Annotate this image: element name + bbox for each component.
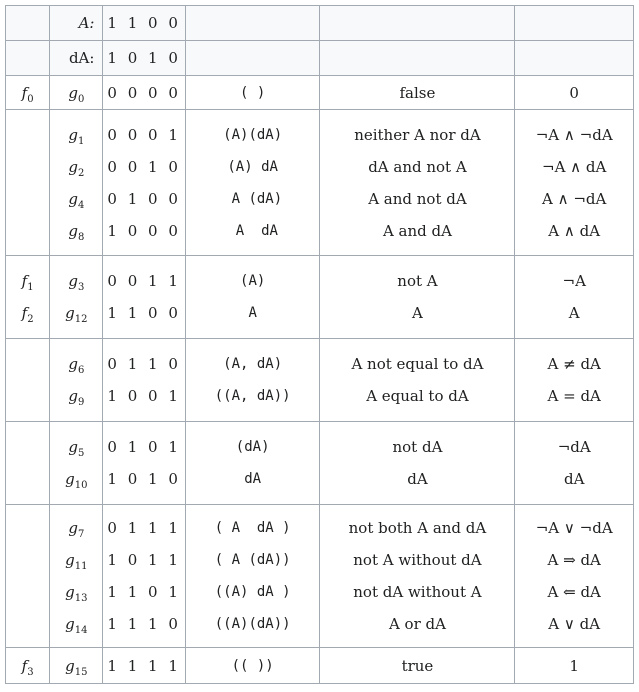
formula-cell (515, 76, 634, 110)
function-group-row (6, 339, 634, 422)
function-group-row (6, 76, 634, 110)
formula-cell-entry: A = dA (547, 387, 601, 405)
f-cell-entry: $f_3$ (21, 656, 34, 678)
formula-cell-entry: ¬A ∨ ¬dA (535, 519, 613, 537)
bits-cell-entry: 1 0 0 0 (107, 221, 181, 240)
bits-cell-entry: 0 1 0 1 (107, 438, 181, 456)
expression-cell-entry: A dA (227, 222, 278, 239)
description-cell (320, 648, 515, 684)
bits-cell (103, 339, 185, 422)
f-cell (6, 648, 50, 684)
g-cell (50, 256, 103, 339)
expression-cell-entry: ((A, dA)) (214, 388, 291, 404)
g-cell-entry: $g_{15}$ (65, 656, 88, 678)
bits-cell (103, 110, 185, 256)
description-cell-entry: false (399, 83, 436, 102)
g-cell (50, 110, 103, 256)
g-cell-entry: $g_1$ (68, 125, 85, 147)
g-cell (50, 76, 103, 110)
f-cell (6, 256, 50, 339)
header-label: A: (50, 6, 103, 41)
formula-cell (515, 256, 634, 339)
description-cell (320, 339, 515, 422)
g-cell-entry: $g_{10}$ (65, 470, 88, 491)
description-cell (320, 76, 515, 110)
expression-cell-entry: (A) dA (227, 158, 278, 175)
expression-cell (185, 110, 320, 256)
formula-cell (515, 648, 634, 684)
f-cell (6, 422, 50, 505)
expression-cell-entry: A (248, 305, 257, 321)
bits-cell-entry: 0 1 1 1 (107, 519, 181, 537)
g-cell-entry: $g_4$ (68, 189, 85, 211)
function-group-row (6, 505, 634, 648)
bits-cell-entry: 0 0 0 0 (107, 83, 181, 102)
description-cell (320, 422, 515, 505)
formula-cell (515, 505, 634, 648)
formula-cell-entry: ¬A ∧ dA (542, 157, 607, 176)
expression-cell (185, 422, 320, 505)
expression-cell (185, 76, 320, 110)
bits-cell-entry: 1 1 0 0 (107, 304, 181, 322)
formula-cell (515, 339, 634, 422)
bits-cell (103, 76, 185, 110)
bits-cell (103, 505, 185, 648)
description-cell (320, 505, 515, 648)
boolean-functions-table (5, 5, 634, 684)
bits-cell-entry: 1 0 0 1 (107, 387, 181, 405)
formula-cell (515, 110, 634, 256)
bits-cell-entry: 0 0 1 0 (107, 157, 181, 176)
formula-cell-entry: A ⇐ dA (547, 583, 601, 601)
g-cell-entry: $g_6$ (68, 355, 85, 376)
expression-cell-entry: dA (244, 471, 262, 487)
function-group-row (6, 110, 634, 256)
bits-cell-entry: 1 1 1 1 (107, 656, 181, 675)
g-cell-entry: $g_5$ (68, 438, 85, 459)
description-cell-entry: A (412, 304, 423, 322)
g-cell-entry: $g_{14}$ (65, 615, 88, 636)
function-group-row (6, 422, 634, 505)
bits-cell (103, 256, 185, 339)
description-cell-entry: A and dA (382, 221, 452, 240)
f-cell (6, 339, 50, 422)
expression-cell (185, 256, 320, 339)
description-cell-entry: not dA without A (353, 583, 482, 601)
expression-cell-entry: ((A)(dA)) (214, 616, 291, 632)
formula-cell-entry: A ⇒ dA (547, 551, 601, 569)
g-cell-entry: $g_{11}$ (65, 551, 88, 572)
g-cell (50, 505, 103, 648)
description-cell-entry: not A without dA (353, 551, 482, 569)
bits-cell-entry: 1 0 1 0 (107, 470, 181, 488)
header-row-a (6, 6, 634, 41)
g-cell-entry: $g_0$ (68, 83, 85, 105)
g-cell (50, 648, 103, 684)
formula-cell-entry: ¬A (562, 272, 586, 290)
formula-cell-entry: 1 (569, 656, 579, 675)
function-group-row (6, 256, 634, 339)
expression-cell-entry: (A, dA) (223, 356, 283, 372)
description-cell-entry: true (401, 656, 434, 675)
description-cell-entry: A equal to dA (366, 387, 469, 405)
f-cell-entry: $f_1$ (21, 272, 34, 293)
description-cell-entry: not dA (392, 438, 443, 456)
description-cell (320, 256, 515, 339)
expression-cell (185, 648, 320, 684)
formula-cell-entry: A (568, 304, 580, 322)
f-cell (6, 110, 50, 256)
expression-cell-entry: (dA) (235, 439, 270, 455)
g-cell-entry: $g_2$ (68, 157, 85, 179)
formula-cell-entry: A ∧ dA (548, 221, 601, 240)
formula-cell-entry: ¬A ∧ ¬dA (535, 125, 613, 144)
description-cell-entry: not A (397, 272, 438, 290)
description-cell-entry: A not equal to dA (351, 355, 484, 373)
header-bits: 1 1 0 0 (103, 6, 185, 41)
g-cell (50, 339, 103, 422)
bits-cell-entry: 0 1 1 0 (107, 355, 181, 373)
header-label: dA: (50, 41, 103, 76)
g-cell (50, 422, 103, 505)
bits-cell-entry: 0 0 1 1 (107, 272, 181, 290)
header-bits: 1 0 1 0 (103, 41, 185, 76)
description-cell-entry: not both A and dA (348, 519, 487, 537)
expression-cell (185, 505, 320, 648)
description-cell-entry: dA (407, 470, 428, 488)
g-cell-entry: $g_{12}$ (65, 304, 88, 325)
formula-cell-entry: ¬dA (557, 438, 591, 456)
bits-cell-entry: 0 0 0 1 (107, 125, 181, 144)
g-cell-entry: $g_{13}$ (65, 583, 88, 604)
expression-cell-entry: A (dA) (223, 190, 283, 207)
description-cell-entry: dA and not A (368, 157, 467, 176)
g-cell-entry: $g_9$ (68, 387, 85, 408)
function-group-row (6, 648, 634, 684)
description-cell-entry: neither A nor dA (354, 125, 481, 144)
f-cell-entry: $f_0$ (21, 83, 34, 105)
bits-cell-entry: 0 1 0 0 (107, 189, 181, 208)
f-cell (6, 76, 50, 110)
formula-cell-entry: A ∨ dA (548, 615, 601, 633)
formula-cell-entry: A ∧ ¬dA (542, 189, 607, 208)
f-cell-entry: $f_2$ (21, 304, 34, 325)
expression-cell-entry: ((A) dA ) (214, 584, 291, 600)
f-cell (6, 505, 50, 648)
description-cell-entry: A and not dA (368, 189, 467, 208)
bits-cell-entry: 1 0 1 1 (107, 551, 181, 569)
bits-cell (103, 422, 185, 505)
bits-cell-entry: 1 1 1 0 (107, 615, 181, 633)
expression-cell-entry: ( ) (240, 84, 266, 101)
expression-cell-entry: (A)(dA) (223, 126, 283, 143)
g-cell-entry: $g_8$ (68, 221, 85, 243)
formula-cell-entry: A ≠ dA (547, 355, 601, 373)
description-cell (320, 110, 515, 256)
formula-cell (515, 422, 634, 505)
formula-cell-entry: 0 (569, 83, 579, 102)
expression-cell-entry: (A) (240, 273, 266, 289)
expression-cell-entry: ( A dA ) (214, 520, 291, 536)
formula-cell-entry: dA (563, 470, 585, 488)
bits-cell-entry: 1 1 0 1 (107, 583, 181, 601)
expression-cell-entry: ( A (dA)) (214, 552, 291, 568)
expression-cell-entry: (( )) (231, 657, 274, 674)
description-cell-entry: A or dA (388, 615, 446, 633)
expression-cell (185, 339, 320, 422)
header-row-da (6, 41, 634, 76)
g-cell-entry: $g_7$ (68, 519, 85, 540)
bits-cell (103, 648, 185, 684)
g-cell-entry: $g_3$ (68, 272, 85, 293)
